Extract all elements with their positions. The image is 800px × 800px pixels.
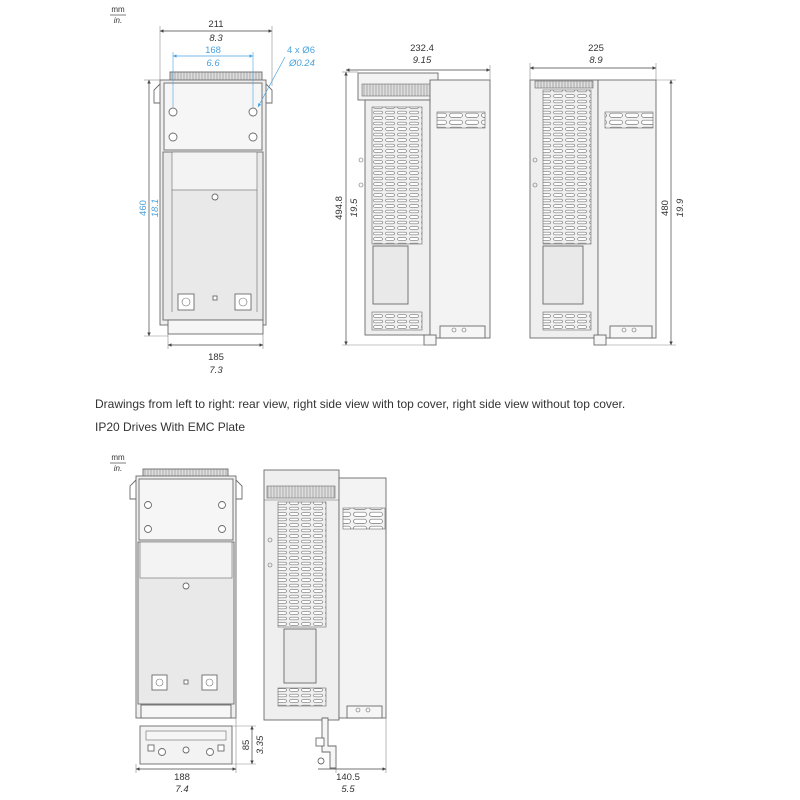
- drawing-caption: Drawings from left to right: rear view, right side view with top cover, right side view without top cover.: [95, 397, 626, 411]
- panel-screw: [212, 194, 218, 200]
- terminal-connector-left: [178, 294, 194, 310]
- emc-rear-view-drawing: [130, 469, 242, 764]
- panel-screw: [183, 583, 189, 589]
- height-in-label: 18.1: [150, 198, 161, 218]
- depth-mm-label: 225: [588, 43, 604, 54]
- hole-callout-in-label: Ø0.24: [289, 58, 315, 69]
- top-strip: [535, 81, 593, 88]
- right-hook: [236, 480, 242, 499]
- height-mm-label: 480: [660, 200, 671, 216]
- bracket-gland: [318, 758, 324, 764]
- unit-mm: mm: [111, 453, 125, 462]
- unit-mm: mm: [111, 5, 125, 14]
- upper-plate: [164, 83, 262, 150]
- base-plate: [141, 705, 231, 718]
- terminal-connector-right: [235, 294, 251, 310]
- width-mm-label: 211: [208, 19, 224, 30]
- terminal-block: [610, 326, 652, 338]
- cable-gland: [207, 749, 214, 756]
- depth-in-label: 5.5: [341, 784, 355, 795]
- fan-vents: [605, 112, 653, 128]
- vent-grille: [278, 502, 326, 627]
- bracket-clamp: [316, 738, 324, 746]
- panel-top-section: [140, 542, 232, 578]
- base-in-label: 7.3: [209, 365, 223, 376]
- side-view-without-cover-drawing: [530, 80, 656, 345]
- mounting-hole: [169, 133, 177, 141]
- mounting-foot: [594, 335, 606, 345]
- top-cover-slats: [362, 84, 434, 96]
- side-screw: [359, 158, 363, 162]
- plate-height-in-label: 3.35: [255, 735, 266, 755]
- mounting-hole: [145, 526, 152, 533]
- side-screw: [359, 183, 363, 187]
- base-mm-label: 185: [208, 352, 224, 363]
- mounting-hole: [145, 502, 152, 509]
- bottom-vent-grille: [543, 312, 591, 330]
- top-cover-slats: [267, 486, 335, 498]
- plate-height-mm-label: 85: [241, 739, 252, 751]
- terminal-block: [440, 326, 485, 338]
- mounting-foot: [424, 335, 436, 345]
- depth-in-label: 8.9: [589, 55, 603, 66]
- height-in-label: 19.5: [349, 198, 360, 218]
- section-title: IP20 Drives With EMC Plate: [95, 420, 246, 434]
- side-view-with-cover-drawing: [358, 73, 490, 345]
- emc-clamp: [148, 745, 154, 751]
- terminal-connector-right: [202, 675, 217, 690]
- terminal-block: [347, 706, 382, 718]
- ground-point: [213, 296, 217, 300]
- fan-vents: [343, 508, 385, 529]
- hole-callout-mm-label: 4 x Ø6: [287, 45, 315, 56]
- base-plate: [168, 320, 263, 334]
- width-in-label: 8.3: [209, 33, 223, 44]
- hole-spacing-mm-label: 168: [205, 45, 221, 56]
- hole-spacing-in-label: 6.6: [206, 58, 220, 69]
- width-in-label: 7.4: [175, 784, 189, 795]
- ground-point: [184, 680, 188, 684]
- label-plate: [284, 629, 316, 683]
- cable-gland: [183, 747, 189, 753]
- height-mm-label: 494.8: [334, 196, 345, 220]
- left-hook: [154, 84, 160, 103]
- mounting-hole: [169, 108, 177, 116]
- left-hook: [130, 480, 136, 499]
- emc-clamp: [218, 745, 224, 751]
- width-mm-label: 188: [174, 772, 190, 783]
- terminal-connector-left: [152, 675, 167, 690]
- unit-in: in.: [113, 16, 123, 25]
- vent-grille: [543, 90, 591, 244]
- height-in-label: 19.9: [675, 198, 686, 218]
- depth-mm-label: 140.5: [336, 772, 360, 783]
- rear-view-drawing: [154, 72, 272, 334]
- depth-mm-label: 232.4: [410, 43, 434, 54]
- mounting-hole: [219, 526, 226, 533]
- emc-side-view-drawing: [264, 470, 386, 768]
- bottom-vent-grille: [372, 312, 422, 330]
- mounting-hole: [249, 108, 257, 116]
- units-legend-top: [110, 5, 126, 25]
- unit-in: in.: [113, 464, 123, 473]
- cable-gland: [159, 749, 166, 756]
- panel-top-section: [172, 152, 257, 190]
- emc-plate-clamp-bar: [146, 731, 226, 740]
- depth-in-label: 9.15: [412, 55, 432, 66]
- vent-grille: [372, 107, 422, 244]
- label-plate: [543, 246, 583, 304]
- fan-vents: [437, 112, 485, 128]
- units-legend-bottom: [110, 453, 126, 473]
- mounting-hole: [249, 133, 257, 141]
- mounting-hole: [219, 502, 226, 509]
- label-plate: [373, 246, 408, 304]
- height-mm-label: 460: [138, 200, 149, 216]
- bottom-vent-grille: [278, 688, 326, 706]
